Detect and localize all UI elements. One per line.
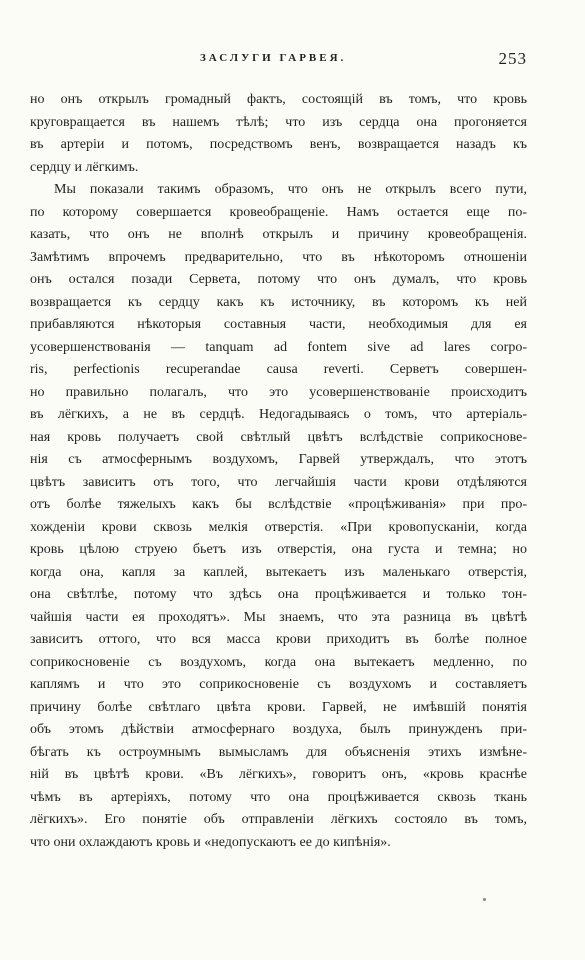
text-line: круговращается въ нашемъ тѣлѣ; что изъ сердца она прогоняется bbox=[30, 114, 527, 130]
text-line: она свѣтлѣе, потому что здѣсь она процѣживается и только тон- bbox=[30, 587, 527, 602]
text-line: ная кровь получаетъ свой свѣтлый цвѣтъ вслѣдствіе соприкоснове- bbox=[30, 429, 527, 445]
paragraph-start-line: Мы показали такимъ образомъ, что онъ не открылъ всего пути, bbox=[54, 182, 527, 197]
text-line: отъ болѣе тяжелыхъ какъ бы вслѣдствіе «процѣживанія» при про- bbox=[30, 497, 527, 512]
text-line: Замѣтимъ впрочемъ предварительно, что въ нѣкоторомъ отношеніи bbox=[30, 249, 527, 265]
text-line: ній въ цвѣтѣ крови. «Въ лёгкихъ», говоритъ онъ, «кровь краснѣе bbox=[30, 767, 527, 782]
text-line: ris, perfectionis recuperandae causa reverti. Серветъ совершен- bbox=[30, 362, 527, 377]
text-line: хожденіи крови сквозь мелкія отверстія. «При кровопусканіи, когда bbox=[30, 519, 527, 535]
text-line: прибавляются нѣкоторыя составныя части, необходимыя для ея bbox=[30, 317, 527, 332]
page-number: 253 bbox=[498, 49, 527, 68]
text-line: чайшія части ея проходятъ». Мы знаемъ, что эта разница въ цвѣтѣ bbox=[30, 609, 527, 625]
text-line: по которому совершается кровеобращеніе. Намъ остается еще по- bbox=[30, 204, 527, 220]
ink-speck bbox=[483, 898, 486, 901]
text-line: сердцу и лёгкимъ. bbox=[30, 159, 139, 175]
page-header bbox=[30, 49, 527, 73]
text-line: но правильно полагалъ, что это усовершенствованіе происходитъ bbox=[30, 384, 527, 400]
text-line: лёгкихъ». Его понятіе объ отправленіи лёгкихъ состояло въ томъ, bbox=[30, 812, 527, 827]
text-line: казать, что онъ не вполнѣ открылъ и причину кровеобращенія. bbox=[30, 227, 527, 242]
running-head: ЗАСЛУГИ ГАРВЕЯ. bbox=[200, 52, 347, 64]
text-line: чѣмъ въ артеріяхъ, потому что она процѣживается сквозь ткань bbox=[30, 789, 527, 805]
text-line: усовершенствованія — tanquam ad fontem sive ad lares corpo- bbox=[30, 339, 527, 355]
text-line: возвращается къ сердцу какъ къ источнику, въ которомъ къ ней bbox=[30, 294, 527, 310]
text-line: когда она, капля за каплей, вытекаетъ изъ маленькаго отверстія, bbox=[30, 564, 527, 580]
text-line: кровь цѣлою струею бьетъ изъ отверстія, она густа и темна; но bbox=[30, 542, 527, 557]
text-line: бѣгать къ остроумнымъ вымысламъ для объясненія этихъ измѣне- bbox=[30, 744, 527, 760]
text-line: нія съ атмосфернымъ воздухомъ, Гарвей утверждалъ, что этотъ bbox=[30, 452, 527, 467]
text-line: зависитъ оттого, что вся масса крови приходитъ въ болѣе полное bbox=[30, 632, 527, 647]
text-line: причину болѣе свѣтлаго цвѣта крови. Гарвей, не имѣвшій понятія bbox=[30, 699, 527, 715]
text-line: онъ остался позади Сервета, потому что онъ думалъ, что кровь bbox=[30, 272, 527, 287]
text-line: въ лёгкихъ, а не въ сердцѣ. Недогадываясь о томъ, что артеріаль- bbox=[30, 407, 527, 422]
text-line: соприкосновеніе съ воздухомъ, когда она вытекаетъ медленно, по bbox=[30, 654, 527, 670]
body-text bbox=[30, 89, 527, 854]
text-line: объ этомъ дѣйствіи атмосфернаго воздуха, былъ принужденъ при- bbox=[30, 722, 527, 737]
text-line: каплямъ и что это соприкосновеніе съ воздухомъ и составляетъ bbox=[30, 677, 527, 692]
text-line: но онъ открылъ громадный фактъ, состоящій въ томъ, что кровь bbox=[30, 92, 527, 107]
text-line: въ артеріи и потомъ, посредствомъ венъ, возвращается назадъ къ bbox=[30, 137, 527, 152]
text-line: что они охлаждаютъ кровь и «недопускаютъ ее до кипѣнія». bbox=[30, 834, 391, 850]
text-line: цвѣтъ зависитъ отъ того, что легчайшія части крови отдѣляются bbox=[30, 474, 527, 490]
